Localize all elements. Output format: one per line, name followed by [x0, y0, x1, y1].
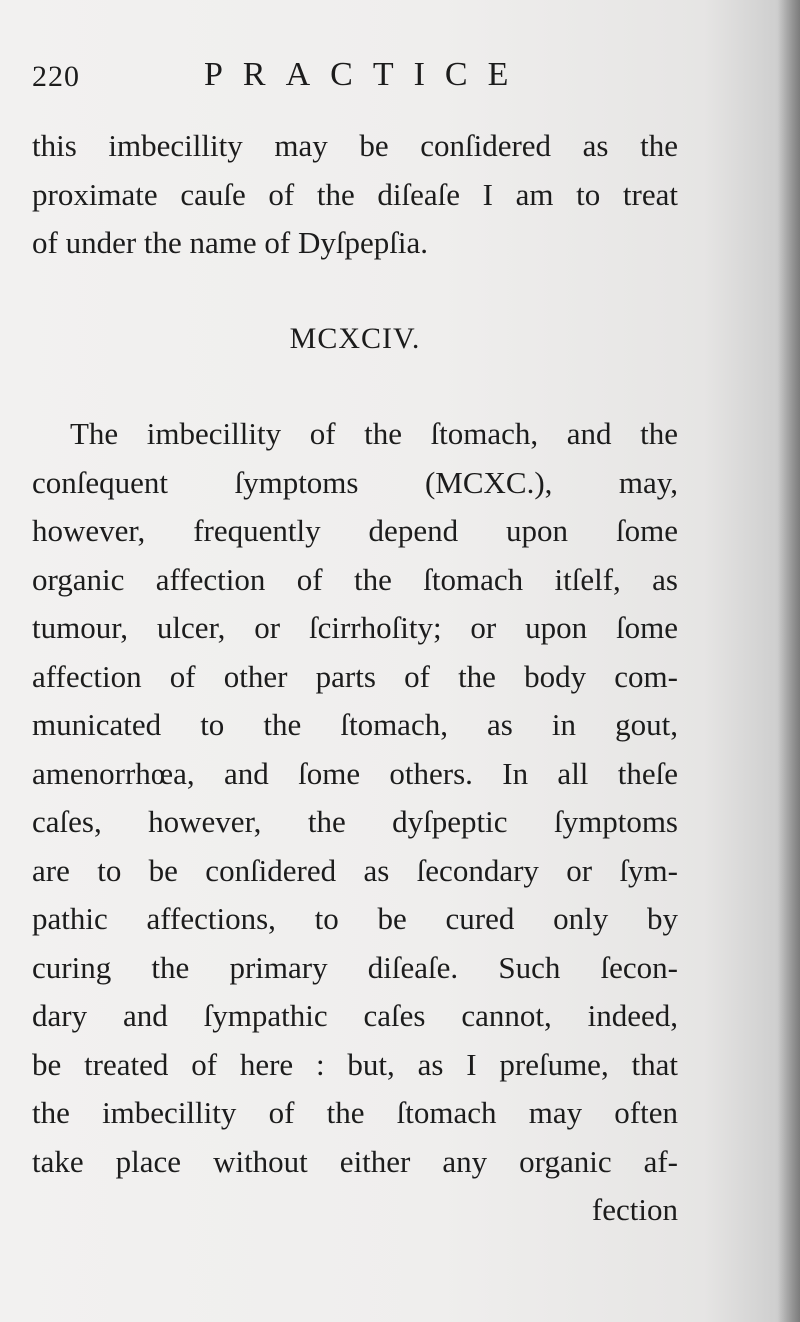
section-number: MCXCIV. [289, 321, 421, 355]
text-line: curing the primary diſeaſe. Such ſecon- [32, 949, 678, 985]
text-line: conſequent ſymptoms (MCXC.), may, [32, 464, 678, 500]
text-line: tumour, ulcer, or ſcirrhoſity; or upon ſome [32, 610, 678, 645]
body-text [32, 122, 678, 1235]
text-line: organic affection of the ſtomach itſelf, as [32, 561, 678, 597]
text-line: this imbecillity may be conſidered as the [32, 128, 678, 163]
page-edge-shadow [778, 0, 800, 1322]
text-line: however, frequently depend upon ſome [32, 513, 678, 548]
text-line: of under the name of Dyſpepſia. [32, 225, 428, 260]
text-line: proximate cauſe of the diſeaſe I am to treat [32, 176, 678, 212]
text-line: are to be conſidered as ſecondary or ſym- [32, 852, 678, 888]
text-line: caſes, however, the dyſpeptic ſymptoms [32, 804, 678, 839]
page-number: 220 [32, 60, 80, 93]
text-line: The imbecillity of the ſtomach, and the [70, 416, 678, 451]
text-line: dary and ſympathic caſes cannot, indeed, [32, 998, 678, 1033]
text-line: affection of other parts of the body com- [32, 658, 678, 694]
running-head: PRACTICE [204, 56, 529, 93]
text-line: the imbecillity of the ſtomach may often [32, 1095, 678, 1130]
text-line: pathic affections, to be cured only by [32, 901, 678, 936]
text-line: be treated of here : but, as I preſume, that [32, 1046, 678, 1082]
text-line: municated to the ſtomach, as in gout, [32, 707, 678, 742]
catchword: fection [591, 1192, 678, 1227]
text-line: take place without either any organic af- [32, 1143, 678, 1179]
page-header [32, 56, 692, 100]
text-line: amenorrhœa, and ſome others. In all theſe [32, 755, 678, 791]
